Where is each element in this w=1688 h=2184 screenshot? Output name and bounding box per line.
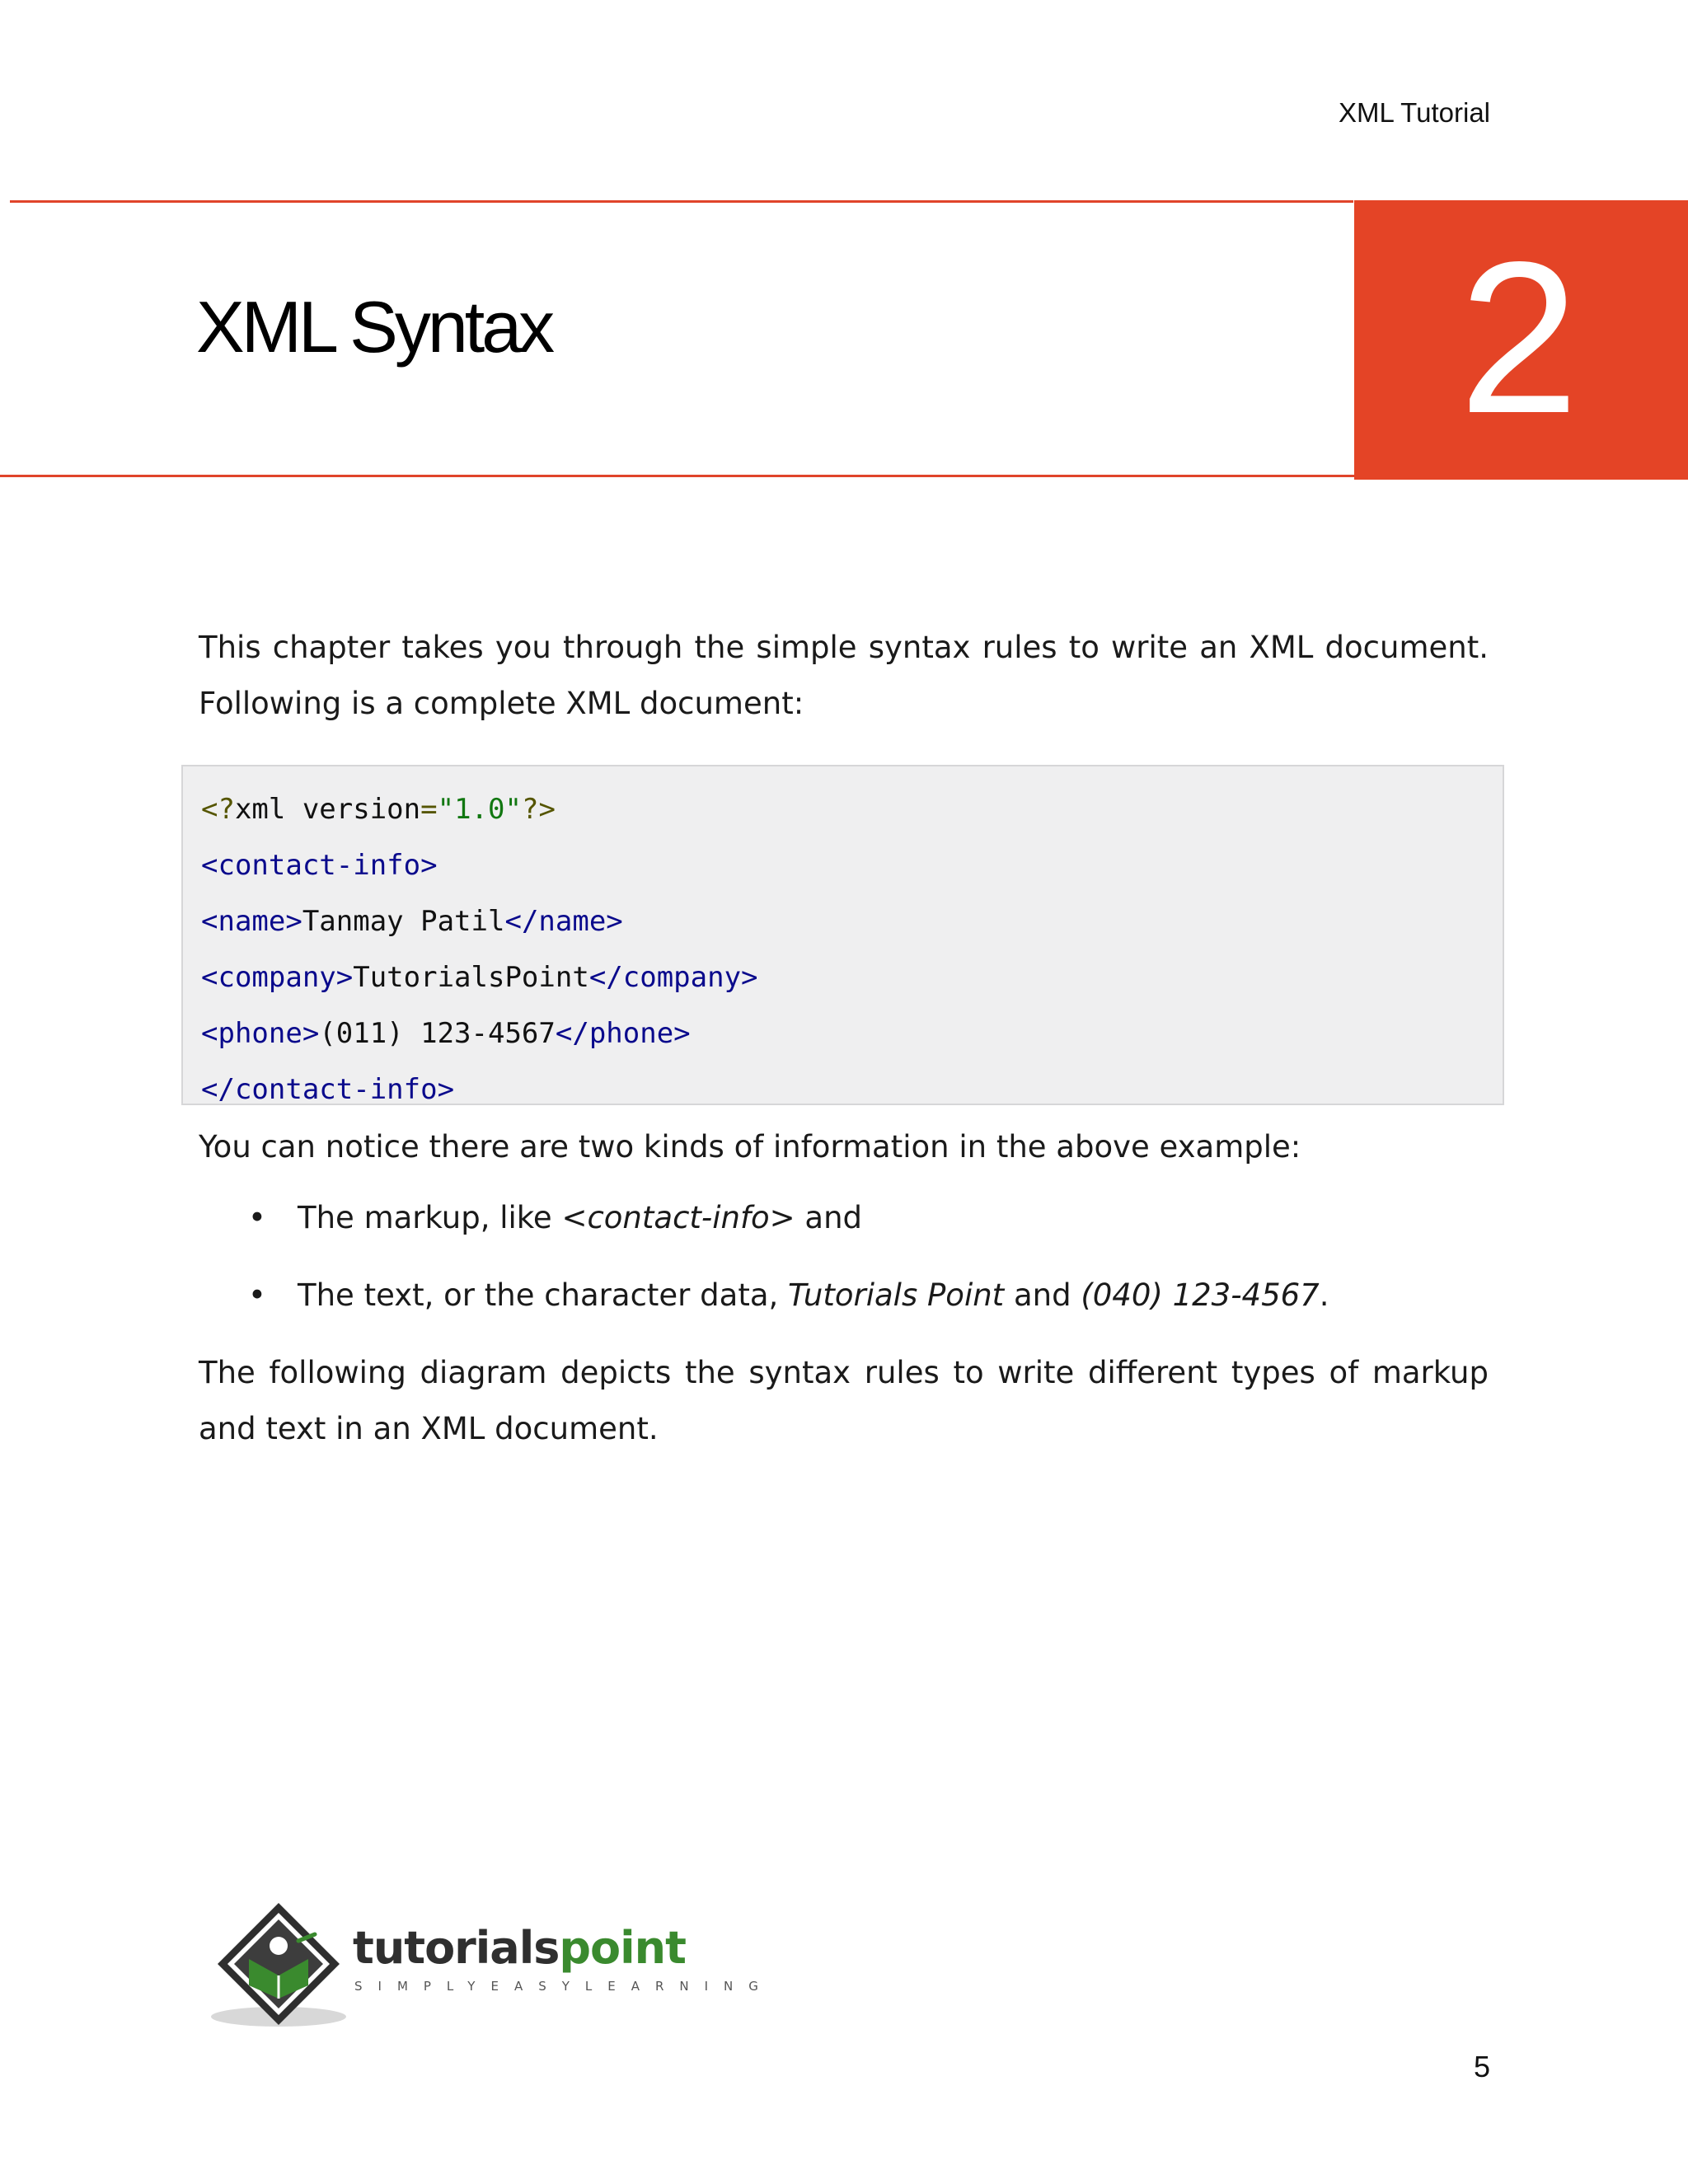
code-token: <contact-info> bbox=[201, 849, 438, 882]
list-item bbox=[199, 1190, 1489, 1246]
code-token: </company> bbox=[588, 961, 758, 994]
code-token: <company> bbox=[201, 961, 354, 994]
chapter-title: XML Syntax bbox=[196, 286, 552, 368]
running-header: XML Tutorial bbox=[1338, 97, 1490, 128]
logo-wordmark bbox=[353, 1922, 686, 1974]
code-token: TutorialsPoint bbox=[353, 961, 589, 994]
code-token: ?> bbox=[521, 793, 556, 826]
code-token: (011) 123-4567 bbox=[319, 1017, 556, 1050]
bullet-text: The text, or the character data, bbox=[298, 1277, 789, 1313]
code-token: </phone> bbox=[555, 1017, 691, 1050]
logo-word-point: point bbox=[559, 1922, 686, 1974]
chapter-number: 2 bbox=[1459, 217, 1579, 458]
list-item bbox=[199, 1268, 1489, 1324]
code-line bbox=[201, 781, 1503, 837]
chapter-heading-band bbox=[0, 200, 1688, 478]
code-line bbox=[201, 1005, 1503, 1062]
bullet-text: and bbox=[795, 1200, 863, 1235]
page-number: 5 bbox=[1473, 2050, 1490, 2083]
bullet-icon: • bbox=[248, 1200, 266, 1235]
bullet-icon: • bbox=[248, 1277, 266, 1313]
bullet-text: . bbox=[1319, 1277, 1329, 1313]
bullet-italic: <contact-info> bbox=[561, 1200, 795, 1235]
intro-paragraph: This chapter takes you through the simple syntax rules to write an XML document. Following is a complete XML document: bbox=[199, 630, 1489, 721]
intro-section bbox=[199, 620, 1489, 732]
chapter-number-box bbox=[1354, 200, 1688, 480]
code-block bbox=[181, 765, 1504, 1105]
tutorialspoint-logo bbox=[206, 1900, 774, 2032]
code-line bbox=[201, 893, 1503, 949]
code-token: "1.0" bbox=[437, 793, 522, 826]
band-rule-bottom bbox=[0, 475, 1354, 477]
bullet-italic: (040) 123-4567 bbox=[1081, 1277, 1320, 1313]
bullet-text: and bbox=[1004, 1277, 1081, 1313]
explanation-section bbox=[199, 1119, 1489, 1457]
closing-paragraph: The following diagram depicts the syntax rules to write different types of markup and text in an XML document. bbox=[199, 1355, 1489, 1446]
notice-paragraph: You can notice there are two kinds of information in the above example: bbox=[199, 1129, 1301, 1165]
code-token: <phone> bbox=[201, 1017, 320, 1050]
code-token: = bbox=[420, 793, 438, 826]
bullet-italic: Tutorials Point bbox=[788, 1277, 1005, 1313]
code-line bbox=[201, 949, 1503, 1005]
band-rule-top bbox=[10, 200, 1353, 203]
code-token: </contact-info> bbox=[201, 1073, 455, 1106]
code-token: <? bbox=[201, 793, 235, 826]
logo-diamond-icon bbox=[206, 1900, 354, 2032]
code-token: </name> bbox=[504, 905, 623, 938]
bullet-list bbox=[199, 1190, 1489, 1324]
logo-word-tutorials: tutorials bbox=[353, 1922, 560, 1974]
code-token: xml version bbox=[234, 793, 421, 826]
logo-tagline: SIMPLYEASYLEARNING bbox=[354, 1979, 774, 1994]
code-token: <name> bbox=[201, 905, 302, 938]
code-line bbox=[201, 837, 1503, 893]
bullet-text: The markup, like bbox=[298, 1200, 562, 1235]
code-line bbox=[201, 1062, 1503, 1118]
code-token: Tanmay Patil bbox=[302, 905, 505, 938]
